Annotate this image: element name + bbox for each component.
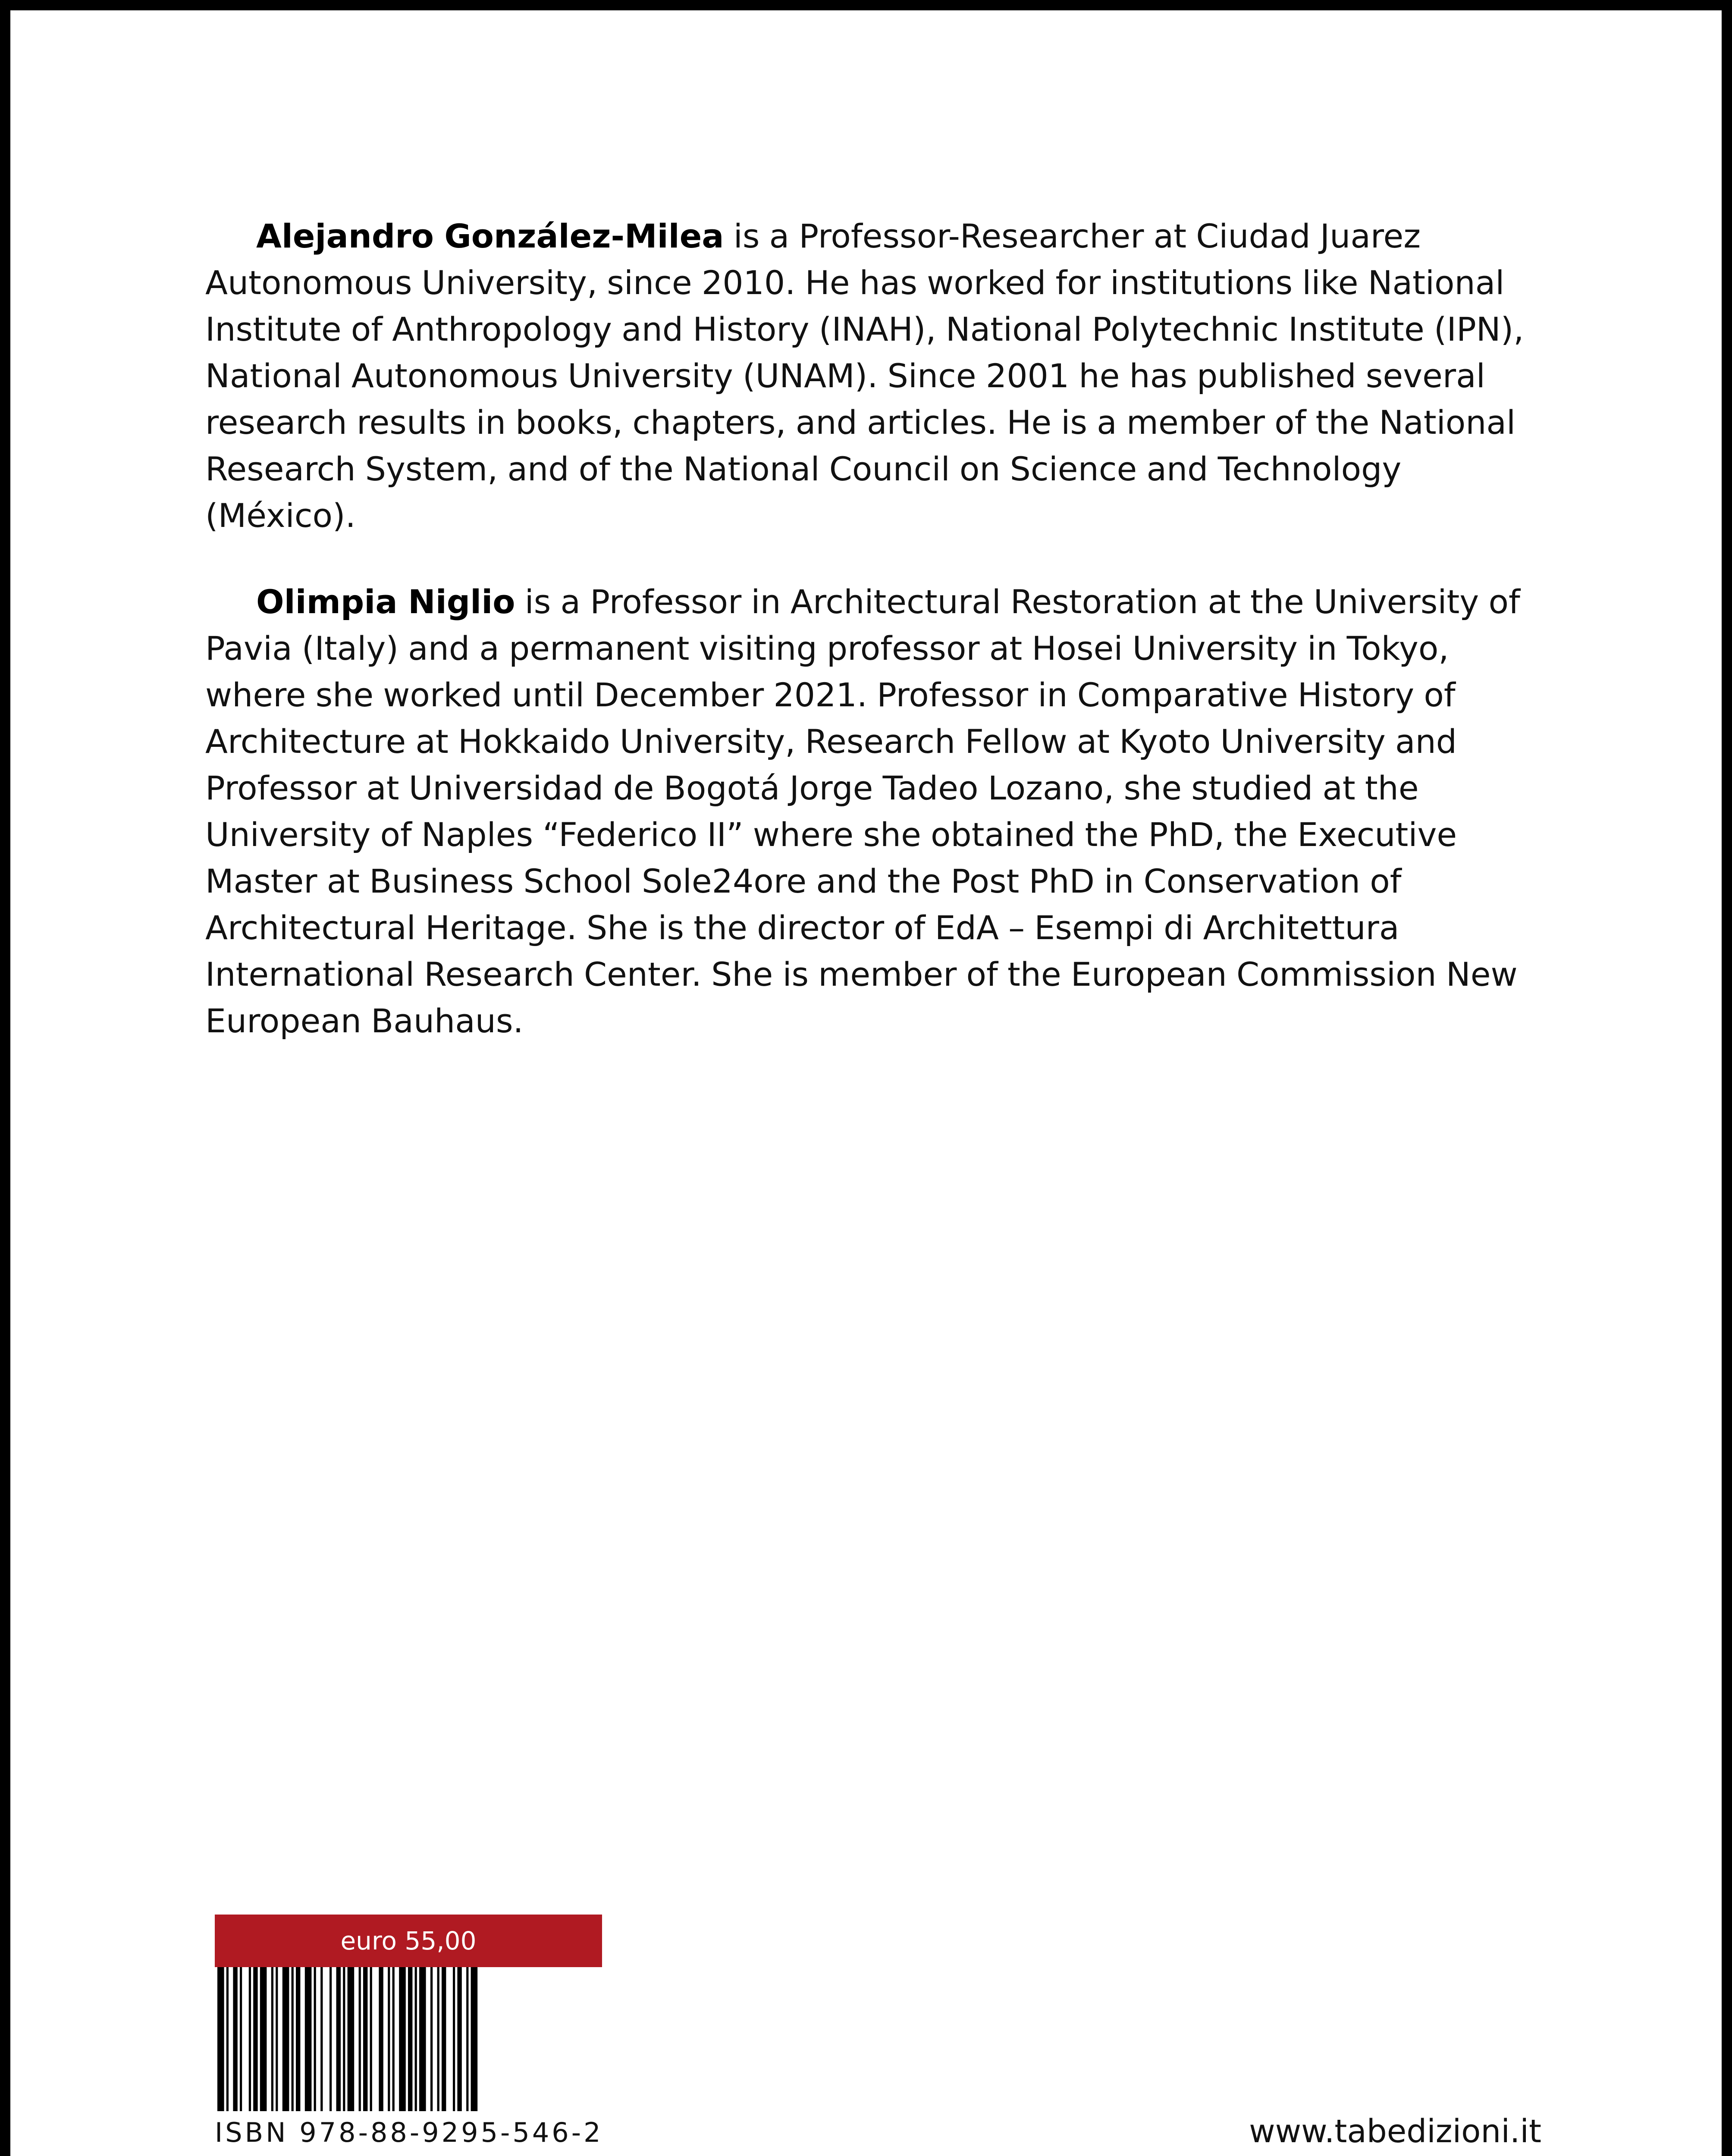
barcode-bar <box>276 1967 278 2111</box>
barcode-bar <box>437 1967 439 2111</box>
author-bio-text: is a Professor in Architectural Restoration at the University of Pavia (Italy) and a permanent visiting professor at Hosei University in Tokyo, where she worked until December 2021. Professor in Comparative History of Architecture at Hokkaido University, Research Fellow at Kyoto University and Professor at Universidad de Bogotá Jorge Tadeo Lozano, she studied at the University of Naples “Federico II” where she obtained the PhD, the Executive Master at Business School Sole24ore and the Post PhD in Conservation of Architectural Heritage. She is the director of EdA – Esempi di Architettura International Research Center. She is member of the European Commission New European Bauhaus. <box>205 583 1520 1040</box>
barcode <box>215 1967 602 2111</box>
isbn-number: ISBN 978-88-9295-546-2 <box>215 2117 603 2148</box>
barcode-bar <box>359 1967 361 2111</box>
barcode-bar <box>457 1967 461 2111</box>
price-label: euro 55,00 <box>215 1915 602 1967</box>
barcode-bar <box>343 1967 345 2111</box>
barcode-bar <box>379 1967 383 2111</box>
barcode-bar <box>392 1967 395 2111</box>
barcode-bar <box>388 1967 390 2111</box>
barcode-bar <box>399 1967 406 2111</box>
author-name: Olimpia Niglio <box>256 583 515 621</box>
barcode-bar <box>240 1967 242 2111</box>
barcode-bar <box>253 1967 257 2111</box>
barcode-bar <box>336 1967 341 2111</box>
barcode-bar <box>249 1967 251 2111</box>
author-name: Alejandro González-Milea <box>256 217 724 255</box>
author-bio-gonzalez-milea <box>205 213 1547 539</box>
barcode-bar <box>363 1967 367 2111</box>
barcode-bar <box>348 1967 355 2111</box>
barcode-bar <box>217 1967 224 2111</box>
barcode-bar <box>430 1967 433 2111</box>
barcode-bar <box>226 1967 229 2111</box>
author-bio-niglio <box>205 579 1547 1044</box>
barcode-bar <box>370 1967 372 2111</box>
barcode-bar <box>329 1967 332 2111</box>
barcode-bar <box>271 1967 273 2111</box>
barcode-bar <box>466 1967 468 2111</box>
barcode-bar <box>408 1967 412 2111</box>
barcode-bar <box>296 1967 300 2111</box>
author-bio-text: is a Professor-Researcher at Ciudad Juarez Autonomous University, since 2010. He has worked for institutions like National Institute of Anthropology and History (INAH), National Polytechnic Institute (IPN), National Autonomous University (UNAM). Since 2001 he has published several research results in books, chapters, and articles. He is a member of the National Research System, and of the National Council on Science and Technology (México). <box>205 217 1524 535</box>
barcode-bar <box>419 1967 426 2111</box>
barcode-bar <box>314 1967 316 2111</box>
barcode-graphic <box>215 1967 602 2111</box>
barcode-bar <box>282 1967 289 2111</box>
publisher-website: www.tabedizioni.it <box>1249 2113 1541 2150</box>
barcode-bar <box>305 1967 312 2111</box>
barcode-bar <box>453 1967 455 2111</box>
barcode-bar <box>471 1967 478 2111</box>
barcode-bar <box>442 1967 446 2111</box>
barcode-bar <box>415 1967 417 2111</box>
barcode-bar <box>292 1967 294 2111</box>
barcode-bar <box>320 1967 323 2111</box>
barcode-bar <box>260 1967 267 2111</box>
barcode-bar <box>233 1967 237 2111</box>
